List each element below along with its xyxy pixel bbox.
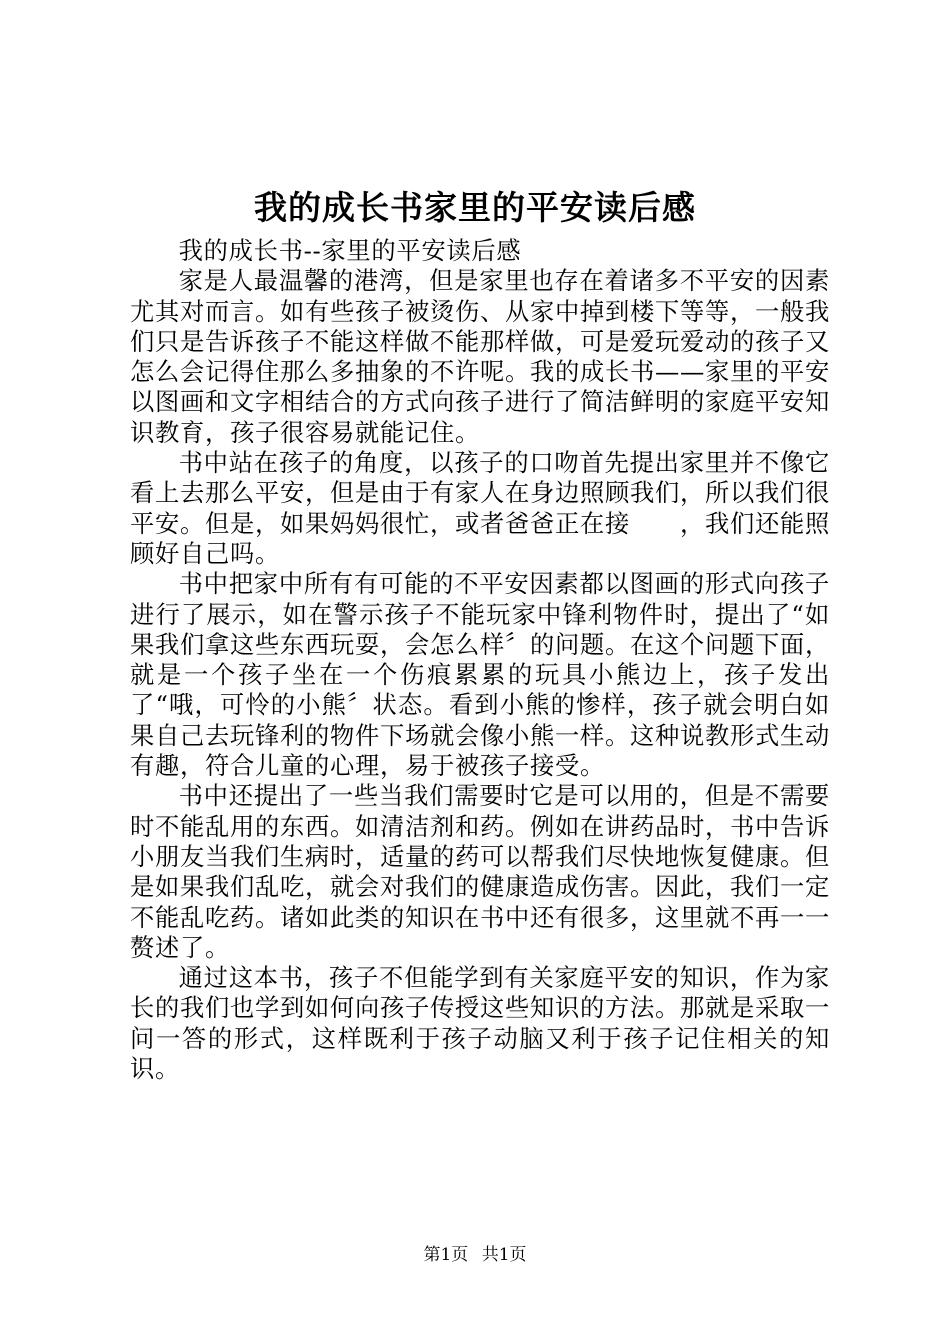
page-footer	[0, 1243, 950, 1267]
paragraph: 家是人最温馨的港湾，但是家里也存在着诸多不平安的因素尤其对而言。如有些孩子被烫伤、从家中掉到楼下等等，一般我们只是告诉孩子不能这样做不能那样做，可是爱玩爱动的孩子又怎么会记得住那么多抽象的不许呢。我的成长书——家里的平安以图画和文字相结合的方式向孩子进行了简洁鲜明的家庭平安知识教育，孩子很容易就能记住。	[130, 266, 830, 447]
page-number: 第1页	[423, 1245, 469, 1265]
page-total: 共1页	[481, 1245, 527, 1265]
paragraph: 通过这本书，孩子不但能学到有关家庭平安的知识，作为家长的我们也学到如何向孩子传授这些知识的方法。那就是采取一问一答的形式，这样既利于孩子动脑又利于孩子记住相关的知识。	[130, 963, 830, 1084]
paragraph: 书中站在孩子的角度，以孩子的口吻首先提出家里并不像它看上去那么平安，但是由于有家人在身边照顾我们，所以我们很平安。但是，如果妈妈很忙，或者爸爸正在接 ，我们还能照顾好自己吗。	[130, 448, 830, 568]
document-body	[130, 236, 830, 1084]
document-title: 我的成长书家里的平安读后感	[254, 188, 696, 227]
paragraph: 书中把家中所有有可能的不平安因素都以图画的形式向孩子进行了展示，如在警示孩子不能玩家中锋利物件时，提出了“如果我们拿这些东西玩耍，会怎么样〞的问题。在这个问题下面，就是一个孩子坐在一个伤痕累累的玩具小熊边上，孩子发出了“哦，可怜的小熊〞状态。看到小熊的惨样，孩子就会明白如果自己去玩锋利的物件下场就会像小熊一样。这种说教形式生动有趣，符合儿童的心理，易于被孩子接受。	[130, 569, 830, 781]
paragraph-subtitle: 我的成长书--家里的平安读后感	[178, 236, 522, 265]
paragraph: 书中还提出了一些当我们需要时它是可以用的，但是不需要时不能乱用的东西。如清洁剂和药。例如在讲药品时，书中告诉小朋友当我们生病时，适量的药可以帮我们尽快地恢复健康。但是如果我们乱吃，就会对我们的健康造成伤害。因此，我们一定不能乱吃药。诸如此类的知识在书中还有很多，这里就不再一一赘述了。	[130, 781, 830, 962]
